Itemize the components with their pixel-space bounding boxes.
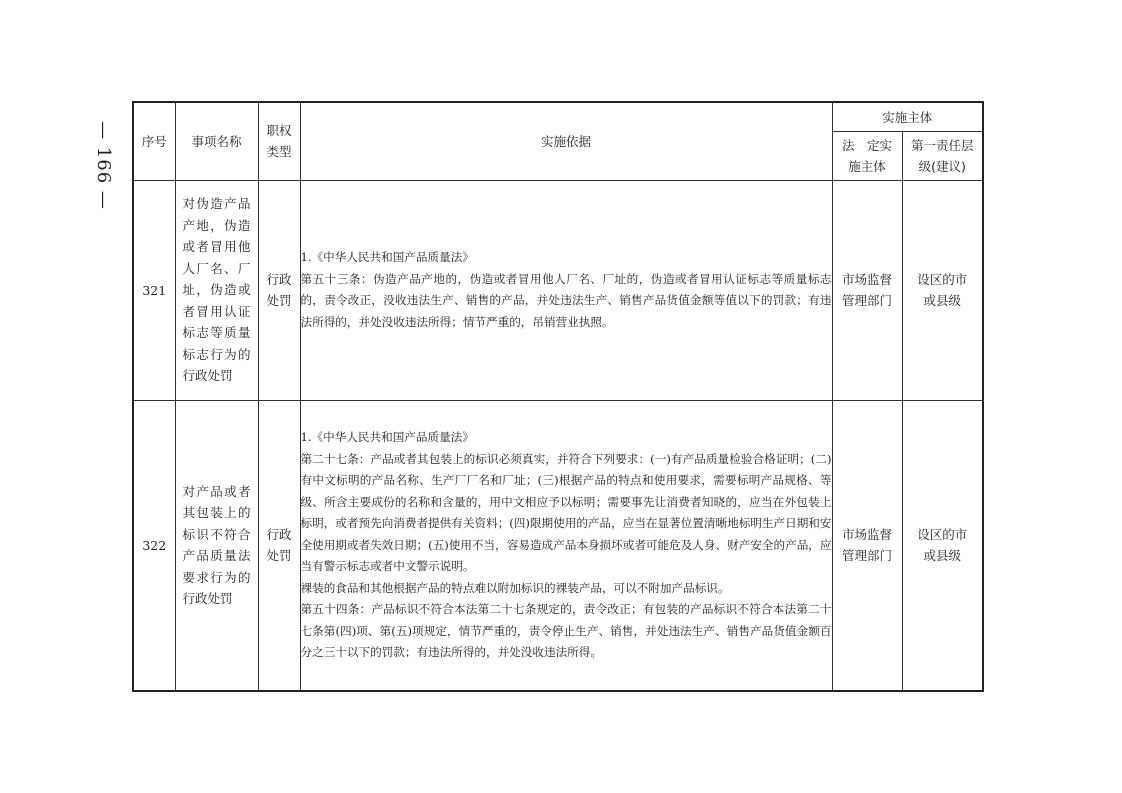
row-type bbox=[258, 180, 300, 400]
row-subject-text: 市场监督管理部门 bbox=[841, 272, 892, 308]
row-basis bbox=[300, 180, 832, 400]
header-subject-group: 实施主体 bbox=[832, 102, 983, 131]
row-level bbox=[902, 180, 983, 400]
enforcement-items-table bbox=[132, 101, 984, 692]
row-basis bbox=[300, 400, 832, 691]
header-legal-subject-label: 法 定实施主体 bbox=[841, 137, 892, 174]
row-item-name-text: 对产品或者其包装上的标识不符合产品质量法要求行为的行政处罚 bbox=[182, 483, 251, 607]
header-type bbox=[258, 102, 300, 180]
row-subject bbox=[832, 400, 902, 691]
basis-paragraph: 第五十三条：伪造产品产地的，伪造或者冒用他人厂名、厂址的，伪造或者冒用认证标志等质量标志的，责令改正，没收违法生产、销售的产品，并处违法生产、销售产品货值金额等值以下的罚款；有违法所得的，并处没收违法所得；情节严重的，吊销营业执照。 bbox=[300, 271, 832, 329]
page-number bbox=[88, 120, 118, 210]
row-item-name bbox=[175, 180, 258, 400]
header-name: 事项名称 bbox=[175, 102, 258, 180]
row-level-text: 设区的市或县级 bbox=[917, 527, 968, 564]
row-subject-text: 市场监督管理部门 bbox=[841, 527, 892, 564]
header-type-label: 职权类型 bbox=[266, 123, 292, 160]
table-row bbox=[133, 180, 983, 400]
basis-paragraph: 裸装的食品和其他根据产品的特点难以附加标识的裸装产品，可以不附加产品标识。 bbox=[300, 580, 730, 595]
basis-paragraph: 第五十四条：产品标识不符合本法第二十七条规定的，责令改正；有包装的产品标识不符合本法第二十七条第(四)项、第(五)项规定，情节严重的，责令停止生产、销售，并处违法生产、销售产品货值金额百分之三十以下的罚款；有违法所得的，并处没收违法所得。 bbox=[300, 602, 832, 659]
basis-paragraph: 1.《中华人民共和国产品质量法》 bbox=[300, 250, 474, 264]
row-level-text: 设区的市或县级 bbox=[917, 272, 968, 308]
row-level bbox=[902, 400, 983, 691]
basis-paragraph: 1.《中华人民共和国产品质量法》 bbox=[300, 430, 474, 444]
row-subject bbox=[832, 180, 902, 400]
header-level bbox=[902, 131, 983, 180]
header-legal-subject bbox=[832, 131, 902, 180]
row-seq: 322 bbox=[133, 400, 175, 691]
row-type bbox=[258, 400, 300, 691]
row-type-text: 行政处罚 bbox=[266, 527, 292, 564]
header-level-label: 第一责任层级(建议) bbox=[910, 137, 974, 174]
header-basis: 实施依据 bbox=[300, 102, 832, 180]
row-item-name bbox=[175, 400, 258, 691]
basis-paragraph: 第二十七条：产品或者其包装上的标识必须真实，并符合下列要求：(一)有产品质量检验合格证明；(二)有中文标明的产品名称、生产厂厂名和厂址；(三)根据产品的特点和使用要求，需要标明产品规格、等级、所含主要成份的名称和含量的，用中文相应予以标明；需要事先让消费者知晓的，应当在外包装上标明，或者预先向消费者提供有关资料；(四)限期使用的产品，应当在显著位置清晰地标明生产日期和安全使用期或者失效日期；(五)使用不当，容易造成产品本身损坏或者可能危及人身、财产安全的产品，应当有警示标志或者中文警示说明。 bbox=[300, 451, 832, 573]
table-row bbox=[133, 400, 983, 691]
header-seq: 序号 bbox=[133, 102, 175, 180]
row-type-text: 行政处罚 bbox=[266, 272, 292, 308]
page-number-text: — 166 — bbox=[92, 120, 114, 210]
row-seq: 321 bbox=[133, 180, 175, 400]
row-item-name-text: 对伪造产品产地，伪造或者冒用他人厂名、厂址，伪造或者冒用认证标志等质量标志行为的行政处罚 bbox=[182, 196, 251, 384]
